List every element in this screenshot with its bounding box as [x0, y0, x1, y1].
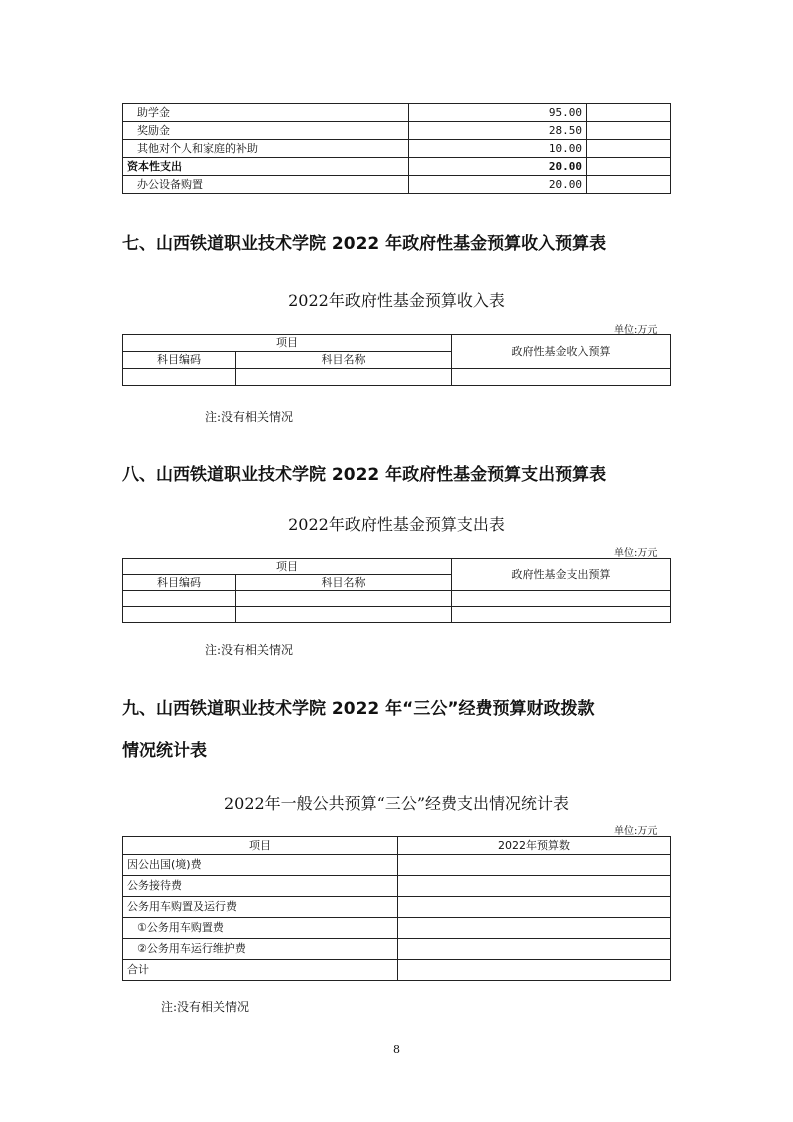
item-value: 20.00: [409, 158, 587, 176]
table-title: 2022年政府性基金预算支出表: [288, 515, 505, 534]
item-name: 助学金: [123, 104, 409, 122]
column-header-project: 项目: [123, 335, 452, 352]
fund-revenue-table: [122, 334, 671, 386]
item-name: 因公出国(境)费: [123, 855, 398, 876]
table-title: 2022年一般公共预算“三公”经费支出情况统计表: [223, 794, 570, 813]
note: 注:没有相关情况: [161, 1000, 250, 1014]
table-row: [123, 176, 671, 194]
table-row: [123, 158, 671, 176]
section-heading-continued: 情况统计表: [122, 741, 207, 761]
table-row: [123, 918, 671, 939]
table-row: [123, 960, 671, 981]
note: 注:没有相关情况: [205, 410, 294, 424]
item-name: 其他对个人和家庭的补助: [123, 140, 409, 158]
item-value: 95.00: [409, 104, 587, 122]
item-name: 办公设备购置: [123, 176, 409, 194]
item-name: 奖励金: [123, 122, 409, 140]
section-heading: 九、山西铁道职业技术学院 2022 年“三公”经费预算财政拨款: [122, 699, 595, 719]
item-name: 合计: [123, 960, 398, 981]
item-value: 28.50: [409, 122, 587, 140]
column-header-name: 科目名称: [236, 352, 452, 369]
three-public-expenses-table: [122, 836, 671, 981]
item-name: 资本性支出: [123, 158, 409, 176]
column-header-amount: 2022年预算数: [398, 837, 671, 855]
item-name: ①公务用车购置费: [123, 918, 398, 939]
item-name: 公务接待费: [123, 876, 398, 897]
table-row: [123, 897, 671, 918]
column-header-project: 项目: [123, 837, 398, 855]
table-title: 2022年政府性基金预算收入表: [288, 291, 505, 310]
column-header-amount: 政府性基金收入预算: [452, 335, 671, 369]
item-value: 20.00: [409, 176, 587, 194]
unit-label: 单位:万元: [614, 548, 658, 559]
item-name: 公务用车购置及运行费: [123, 897, 398, 918]
table-row: [123, 591, 671, 607]
top-expenditure-table: [122, 103, 671, 194]
column-header-name: 科目名称: [236, 575, 452, 591]
section-heading: 七、山西铁道职业技术学院 2022 年政府性基金预算收入预算表: [122, 234, 607, 254]
table-row: [123, 607, 671, 623]
item-name: ②公务用车运行维护费: [123, 939, 398, 960]
unit-label: 单位:万元: [614, 325, 658, 336]
section-heading: 八、山西铁道职业技术学院 2022 年政府性基金预算支出预算表: [122, 465, 607, 485]
table-row: [123, 876, 671, 897]
fund-expenditure-table: [122, 558, 671, 623]
column-header-code: 科目编码: [123, 352, 236, 369]
table-row: [123, 104, 671, 122]
table-row: [123, 939, 671, 960]
item-value: 10.00: [409, 140, 587, 158]
table-row: [123, 855, 671, 876]
table-row: [123, 122, 671, 140]
column-header-code: 科目编码: [123, 575, 236, 591]
unit-label: 单位:万元: [614, 826, 658, 837]
column-header-amount: 政府性基金支出预算: [452, 559, 671, 591]
page-number: 8: [393, 1043, 400, 1056]
note: 注:没有相关情况: [205, 643, 294, 657]
column-header-project: 项目: [123, 559, 452, 575]
table-row: [123, 140, 671, 158]
table-row: [123, 369, 671, 386]
